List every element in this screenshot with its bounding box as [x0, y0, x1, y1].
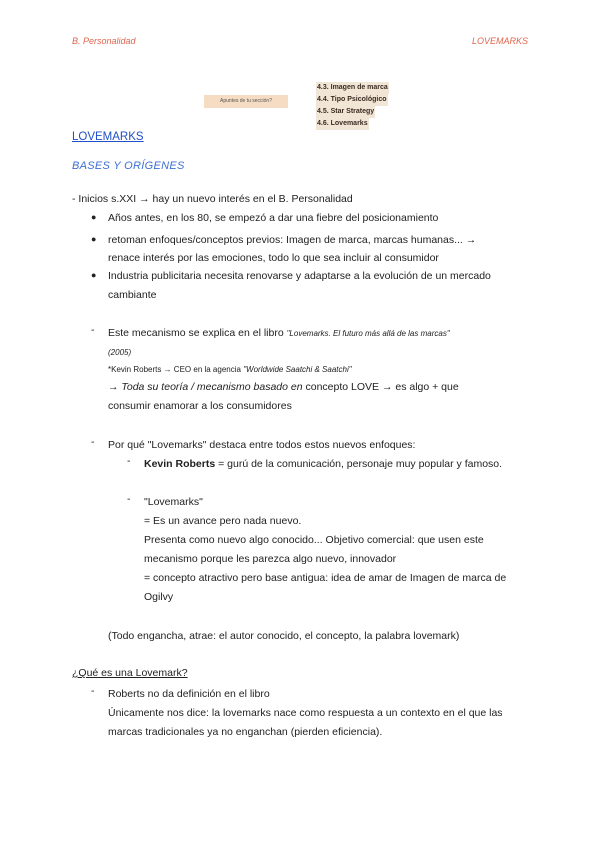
toc-item: 4.4. Tipo Psicológico — [316, 94, 388, 106]
toc-item: 4.3. Imagen de marca — [316, 82, 389, 94]
section-heading: ¿Qué es una Lovemark? — [72, 667, 188, 679]
bullet-icon: ● — [91, 234, 97, 244]
lovemarks-line-5: Ogilvy — [144, 591, 174, 603]
header-left: B. Personalidad — [72, 36, 136, 46]
lovemarks-line-4: = concepto atractivo pero base antigua: idea de amar de Imagen de marca de — [144, 572, 507, 584]
mecanismo-line-5: consumir enamorar a los consumidores — [108, 400, 292, 412]
dash-icon: - — [127, 493, 131, 505]
bullet-2-line-2: renace interés por las emociones, todo lo que sea incluir al consumidor — [108, 252, 439, 264]
porque-line-1: Por qué "Lovemarks" destaca entre todos estos nuevos enfoques: — [108, 439, 416, 451]
lovemarks-line-1: = Es un avance pero nada nuevo. — [144, 515, 302, 527]
kevin-roberts-line: Kevin Roberts = gurú de la comunicación, personaje muy popular y famoso. — [144, 458, 503, 470]
toc-item: 4.5. Star Strategy — [316, 106, 375, 118]
bullet-2-line-1: retoman enfoques/conceptos previos: Imagen de marca, marcas humanas... → — [108, 234, 477, 246]
toc-left-box: Apuntes de tu sección? — [204, 95, 288, 108]
mecanismo-year: (2005) — [108, 348, 132, 357]
dash-icon: - — [91, 436, 95, 448]
mecanismo-line-4: → Toda su teoría / mecanismo basado en concepto LOVE → es algo + que — [108, 381, 459, 393]
page-title: LOVEMARKS — [72, 131, 144, 143]
dash-icon: - — [91, 685, 95, 697]
header-right: LOVEMARKS — [471, 36, 528, 46]
intro-line: - Inicios s.XXI → hay un nuevo interés en el B. Personalidad — [72, 193, 353, 205]
dash-icon: - — [127, 455, 131, 467]
bullet-icon: ● — [91, 212, 97, 222]
lovemarks-line-2: Presenta como nuevo algo conocido... Objetivo comercial: que usen este — [144, 534, 484, 546]
section-subtitle: BASES Y ORÍGENES — [72, 160, 185, 172]
que-es-line-1: Roberts no da definición en el libro — [108, 688, 270, 700]
toc-list — [316, 82, 389, 130]
porque-note: (Todo engancha, atrae: el autor conocido, el concepto, la palabra lovemark) — [108, 630, 460, 642]
que-es-line-2: Únicamente nos dice: la lovemarks nace como respuesta a un contexto en el que las — [108, 707, 503, 719]
lovemarks-title: "Lovemarks" — [144, 496, 203, 508]
mecanismo-line-1: Este mecanismo se explica en el libro "Lovemarks. El futuro más allá de las marcas" — [108, 327, 450, 339]
lovemarks-line-3: mecanismo porque les parezca algo nuevo, innovador — [144, 553, 397, 565]
bullet-3-line-2: cambiante — [108, 289, 157, 301]
bullet-icon: ● — [91, 270, 97, 280]
bullet-3-line-1: Industria publicitaria necesita renovarse y adaptarse a la evolución de un mercado — [108, 270, 491, 282]
toc-item: 4.6. Lovemarks — [316, 118, 369, 130]
que-es-line-3: marcas tradicionales ya no enganchan (pierden eficiencia). — [108, 726, 383, 738]
bullet-1: Años antes, en los 80, se empezó a dar una fiebre del posicionamiento — [108, 212, 439, 224]
mecanismo-line-3: *Kevin Roberts → CEO en la agencia "Worldwide Saatchi & Saatchi" — [108, 365, 352, 374]
dash-icon: - — [91, 324, 95, 336]
